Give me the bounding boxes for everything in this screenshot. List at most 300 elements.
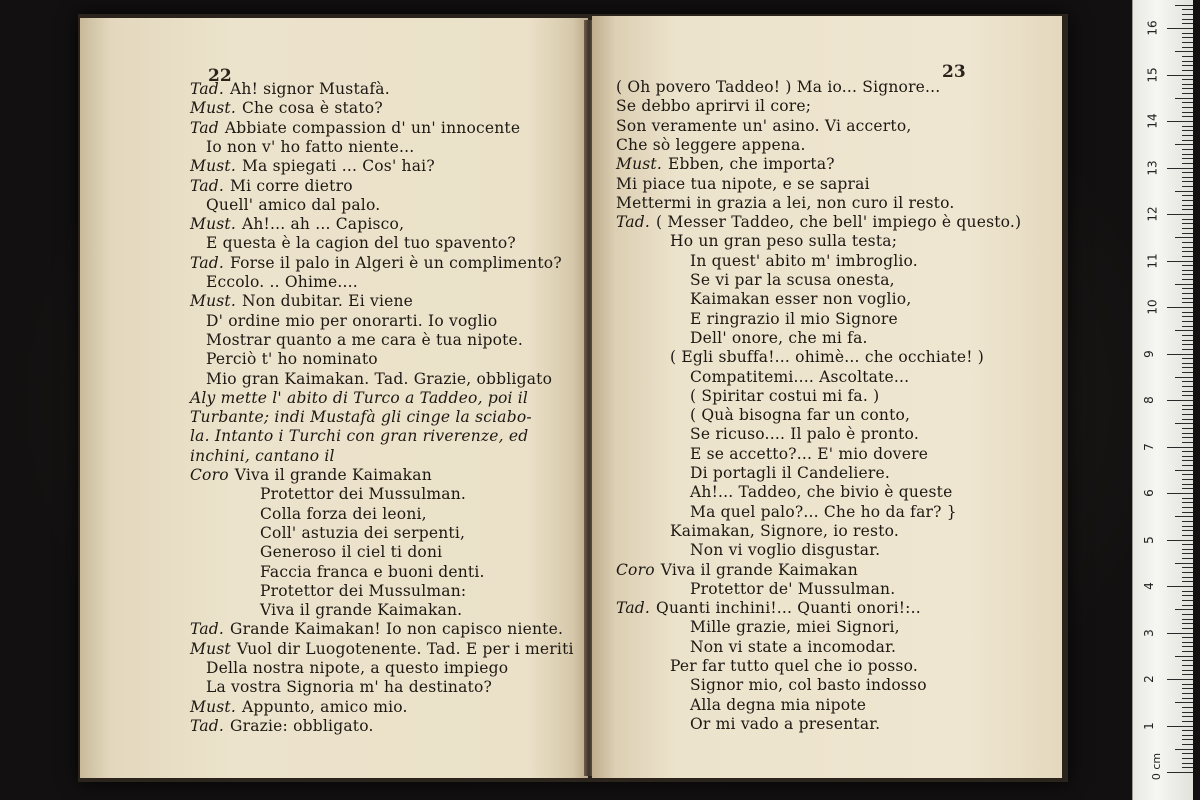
text-line xyxy=(260,582,466,600)
verse-text: Ho un gran peso sulla testa; xyxy=(670,232,898,251)
text-line xyxy=(690,580,895,598)
text-line xyxy=(616,194,954,212)
ruler-number: 5 xyxy=(1141,535,1156,544)
verse-text: Mille grazie, miei Signori, xyxy=(690,618,900,637)
verse-text: Ma quel palo?... Che ho da far? } xyxy=(690,502,957,521)
speaker-label: Must. xyxy=(190,157,236,176)
ruler-tick xyxy=(1182,140,1193,141)
ruler-tick xyxy=(1182,33,1193,34)
speaker-label: Must. xyxy=(190,215,236,234)
ruler-tick xyxy=(1182,409,1193,410)
ruler-tick xyxy=(1182,665,1193,666)
text-line xyxy=(206,370,552,388)
ruler-tick xyxy=(1175,51,1193,52)
ruler-tick xyxy=(1182,763,1193,764)
ruler-tick xyxy=(1182,247,1193,248)
ruler-tick xyxy=(1182,228,1193,229)
ruler-tick xyxy=(1175,284,1193,285)
ruler-number: 9 xyxy=(1141,349,1156,358)
speaker-label: Tad xyxy=(190,118,219,137)
ruler-tick xyxy=(1167,447,1193,448)
ruler-tick xyxy=(1182,302,1193,303)
ruler-tick xyxy=(1182,595,1193,596)
ruler-tick xyxy=(1182,316,1193,317)
ruler-unit-label: 0 cm xyxy=(1150,752,1164,781)
ruler-tick xyxy=(1182,223,1193,224)
stage-direction: la. Intanto i Turchi con gran riverenze, ed xyxy=(190,427,529,446)
ruler-tick xyxy=(1182,293,1193,294)
ruler-tick xyxy=(1182,154,1193,155)
verse-text: Viva il grande Kaimakan xyxy=(660,560,858,579)
ruler-tick xyxy=(1182,553,1193,554)
ruler-tick xyxy=(1182,344,1193,345)
right-page xyxy=(592,16,1062,778)
ruler-tick xyxy=(1182,642,1193,643)
verse-text: In quest' abito m' imbroglio. xyxy=(690,251,918,270)
text-line xyxy=(616,78,940,96)
verse-text: Mio gran Kaimakan. Tad. Grazie, obbligato xyxy=(206,369,553,388)
ruler-tick xyxy=(1182,507,1193,508)
verse-text: Appunto, amico mio. xyxy=(241,697,408,716)
verse-text: Ah! signor Mustafà. xyxy=(230,80,390,98)
ruler-tick xyxy=(1182,233,1193,234)
ruler-tick xyxy=(1182,19,1193,20)
verse-text: Io non v' ho fatto niente... xyxy=(206,137,415,156)
speaker-label: Must. xyxy=(190,292,236,311)
right-page-number: 23 xyxy=(942,62,966,82)
verse-text: ( Messer Taddeo, che bell' impiego è questo.) xyxy=(656,213,1022,232)
text-line xyxy=(260,563,485,581)
text-line xyxy=(190,177,353,195)
ruler-tick xyxy=(1182,130,1193,131)
text-line xyxy=(690,696,866,714)
text-line xyxy=(616,213,1021,231)
speaker-label: Tad. xyxy=(190,253,225,272)
ruler-tick xyxy=(1175,749,1193,750)
ruler-tick xyxy=(1182,419,1193,420)
verse-text: E questa è la cagion del tuo spavento? xyxy=(206,234,516,253)
text-line xyxy=(670,657,918,675)
ruler-tick xyxy=(1182,163,1193,164)
text-line xyxy=(670,522,899,540)
ruler-tick xyxy=(1182,479,1193,480)
ruler-tick xyxy=(1182,442,1193,443)
ruler-tick xyxy=(1182,465,1193,466)
text-line xyxy=(690,541,880,559)
stage-direction: Aly mette l' abito di Turco a Taddeo, poi il xyxy=(190,388,529,407)
ruler-tick xyxy=(1175,702,1193,703)
ruler-tick xyxy=(1182,61,1193,62)
ruler-tick xyxy=(1175,330,1193,331)
verse-text: Quell' amico dal palo. xyxy=(206,195,381,214)
verse-text: Kaimakan, Signore, io resto. xyxy=(670,521,900,540)
verse-text: Compatitemi.... Ascoltate... xyxy=(690,367,910,386)
ruler-tick xyxy=(1182,363,1193,364)
ruler-number: 13 xyxy=(1145,159,1160,176)
verse-text: Ebben, che importa? xyxy=(667,155,835,174)
ruler-tick xyxy=(1175,516,1193,517)
ruler-tick xyxy=(1182,451,1193,452)
text-line xyxy=(690,445,928,463)
ruler-tick xyxy=(1182,488,1193,489)
ruler-tick xyxy=(1182,744,1193,745)
text-line xyxy=(616,155,835,173)
ruler-tick xyxy=(1182,698,1193,699)
ruler-tick xyxy=(1182,730,1193,731)
text-line xyxy=(260,524,465,542)
text-line xyxy=(690,271,895,289)
ruler-tick xyxy=(1182,56,1193,57)
ruler-number: 16 xyxy=(1145,20,1160,36)
ruler-tick xyxy=(1182,405,1193,406)
verse-text: Generoso il ciel ti doni xyxy=(260,543,443,562)
ruler-tick xyxy=(1182,670,1193,671)
ruler-tick xyxy=(1182,219,1193,220)
text-line xyxy=(190,698,408,716)
ruler-tick xyxy=(1182,646,1193,647)
ruler-tick xyxy=(1182,321,1193,322)
ruler-number: 7 xyxy=(1141,442,1156,451)
ruler-tick xyxy=(1182,577,1193,578)
ruler-tick xyxy=(1182,200,1193,201)
ruler-tick xyxy=(1167,493,1193,494)
ruler-tick xyxy=(1182,758,1193,759)
speaker-label: Must. xyxy=(190,697,236,716)
ruler-tick xyxy=(1175,656,1193,657)
ruler-tick xyxy=(1182,265,1193,266)
ruler-tick xyxy=(1182,437,1193,438)
text-line xyxy=(190,640,574,658)
ruler-tick xyxy=(1182,651,1193,652)
ruler-tick xyxy=(1182,721,1193,722)
ruler-tick xyxy=(1182,386,1193,387)
verse-text: Ah!... Taddeo, che bivio è queste xyxy=(690,483,953,502)
ruler-tick xyxy=(1182,381,1193,382)
ruler-tick xyxy=(1167,214,1193,215)
speaker-label: Coro xyxy=(190,466,229,484)
ruler-tick xyxy=(1182,739,1193,740)
ruler-tick xyxy=(1175,191,1193,192)
ruler-tick xyxy=(1182,549,1193,550)
text-line xyxy=(616,175,870,193)
text-line xyxy=(690,290,911,308)
ruler-tick xyxy=(1182,614,1193,615)
ruler-tick xyxy=(1182,93,1193,94)
ruler-tick xyxy=(1175,470,1193,471)
ruler-tick xyxy=(1182,660,1193,661)
verse-text: ( Spiritar costui mi fa. ) xyxy=(690,386,880,405)
stage-direction: Turbante; indi Mustafà gli cinge la sciabo- xyxy=(190,408,532,427)
verse-text: Che sò leggere appena. xyxy=(616,135,806,154)
ruler-tick xyxy=(1182,135,1193,136)
ruler-tick xyxy=(1182,716,1193,717)
ruler-tick xyxy=(1167,679,1193,680)
speaker-label: Must. xyxy=(190,99,236,118)
ruler-tick xyxy=(1182,460,1193,461)
ruler-tick xyxy=(1167,28,1193,29)
ruler-tick xyxy=(1182,335,1193,336)
ruler-number: 1 xyxy=(1141,721,1156,730)
ruler-tick xyxy=(1182,116,1193,117)
ruler-tick xyxy=(1167,75,1193,76)
text-line xyxy=(206,138,414,156)
left-page-number: 22 xyxy=(208,66,232,86)
ruler-number: 4 xyxy=(1141,582,1156,590)
verse-text: ( Quà bisogna far un conto, xyxy=(690,406,911,425)
text-line xyxy=(260,543,442,561)
ruler-tick xyxy=(1182,474,1193,475)
verse-text: Dell' onore, che mi fa. xyxy=(690,328,868,347)
ruler-tick xyxy=(1182,298,1193,299)
verse-text: Mettermi in grazia a lei, non curo il resto. xyxy=(616,193,955,212)
text-line xyxy=(690,715,880,733)
verse-text: E ringrazio il mio Signore xyxy=(690,309,898,328)
verse-text: Protettor dei Mussulman. xyxy=(260,485,467,504)
ruler-tick xyxy=(1167,121,1193,122)
ruler-tick xyxy=(1182,288,1193,289)
verse-text: Mi piace tua nipote, e se saprai xyxy=(616,174,870,193)
ruler-number: 11 xyxy=(1145,252,1160,269)
ruler-tick xyxy=(1182,372,1193,373)
ruler-tick xyxy=(1182,70,1193,71)
text-line xyxy=(190,99,383,117)
verse-text: Kaimakan esser non voglio, xyxy=(690,290,912,309)
verse-text: Che cosa è stato? xyxy=(241,99,383,118)
ruler-tick xyxy=(1182,395,1193,396)
ruler-tick xyxy=(1182,158,1193,159)
text-line xyxy=(616,561,858,579)
ruler-tick xyxy=(1182,767,1193,768)
ruler-tick xyxy=(1182,181,1193,182)
verse-text: Grazie: obbligato. xyxy=(230,716,374,735)
text-line xyxy=(206,350,378,368)
verse-text: Per far tutto quel che io posso. xyxy=(670,657,918,675)
ruler-tick xyxy=(1182,693,1193,694)
ruler-tick xyxy=(1182,623,1193,624)
text-line xyxy=(690,387,879,405)
verse-text: Faccia franca e buoni denti. xyxy=(260,562,485,581)
ruler-tick xyxy=(1182,628,1193,629)
speaker-label: Tad. xyxy=(190,716,225,735)
ruler-tick xyxy=(1182,567,1193,568)
ruler-tick xyxy=(1175,563,1193,564)
ruler-tick xyxy=(1182,619,1193,620)
text-line xyxy=(206,331,523,349)
text-line xyxy=(190,717,374,735)
speaker-label: Tad. xyxy=(616,599,651,618)
verse-text: Ah!... ah ... Capisco, xyxy=(241,215,405,234)
text-line xyxy=(190,447,335,465)
ruler-tick xyxy=(1182,502,1193,503)
ruler-number: 12 xyxy=(1145,206,1160,222)
ruler-tick xyxy=(1182,484,1193,485)
text-line xyxy=(670,232,897,250)
text-line xyxy=(206,659,508,677)
text-line xyxy=(690,618,900,636)
ruler-number: 6 xyxy=(1141,489,1156,497)
ruler-tick xyxy=(1182,530,1193,531)
ruler-tick xyxy=(1182,195,1193,196)
text-line xyxy=(690,464,890,482)
ruler-tick xyxy=(1175,237,1193,238)
verse-text: Alla degna mia nipote xyxy=(690,695,867,714)
ruler-tick xyxy=(1182,684,1193,685)
ruler-tick xyxy=(1182,712,1193,713)
ruler-tick xyxy=(1182,9,1193,10)
text-line xyxy=(206,273,358,291)
text-line xyxy=(190,215,404,233)
ruler-tick xyxy=(1182,242,1193,243)
ruler-tick xyxy=(1167,633,1193,634)
speaker-label: Must. xyxy=(616,155,662,174)
ruler-tick xyxy=(1182,367,1193,368)
ruler-tick xyxy=(1167,726,1193,727)
ruler-tick xyxy=(1182,498,1193,499)
text-line xyxy=(190,389,528,407)
text-line xyxy=(206,678,492,696)
ruler-tick xyxy=(1182,340,1193,341)
verse-text: Non dubitar. Ei viene xyxy=(241,292,414,311)
ruler-number: 2 xyxy=(1141,675,1156,683)
verse-text: Coll' astuzia dei serpenti, xyxy=(260,523,466,542)
stage-direction: inchini, cantano il xyxy=(190,446,335,465)
ruler-number: 14 xyxy=(1145,113,1160,129)
text-line xyxy=(690,406,910,424)
verse-text: Son veramente un' asino. Vi accerto, xyxy=(616,116,912,135)
verse-text: E se accetto?... E' mio dovere xyxy=(690,444,929,463)
text-line xyxy=(190,620,563,638)
ruler-tick xyxy=(1182,84,1193,85)
text-line xyxy=(690,638,896,656)
verse-text: Protettor de' Mussulman. xyxy=(690,579,896,598)
ruler-tick xyxy=(1175,423,1193,424)
text-line xyxy=(690,483,952,501)
ruler-tick xyxy=(1167,168,1193,169)
ruler-number: 10 xyxy=(1145,299,1160,315)
ruler-tick xyxy=(1175,609,1193,610)
text-line xyxy=(190,157,435,175)
ruler-tick xyxy=(1175,98,1193,99)
ruler-tick xyxy=(1182,512,1193,513)
ruler-tick xyxy=(1175,5,1193,6)
ruler-tick xyxy=(1182,37,1193,38)
verse-text: D' ordine mio per onorarti. Io voglio xyxy=(206,311,498,330)
ruler-tick xyxy=(1167,540,1193,541)
text-line xyxy=(690,503,957,521)
ruler-tick xyxy=(1182,753,1193,754)
ruler-number: 15 xyxy=(1145,66,1160,83)
ruler-tick xyxy=(1182,572,1193,573)
text-line xyxy=(690,329,868,347)
verse-text: Mostrar quanto a me cara è tua nipote. xyxy=(206,330,524,349)
text-line xyxy=(690,310,898,328)
text-line xyxy=(206,234,516,252)
ruler-tick xyxy=(1182,177,1193,178)
text-line xyxy=(670,348,984,366)
verse-text: Perciò t' ho nominato xyxy=(206,350,378,369)
text-line xyxy=(260,485,466,503)
verse-text: Signor mio, col basto indosso xyxy=(690,676,927,695)
ruler-tick xyxy=(1182,107,1193,108)
verse-text: Colla forza dei leoni, xyxy=(260,504,427,523)
text-line xyxy=(260,505,427,523)
verse-text: Di portagli il Candeliere. xyxy=(690,464,891,482)
ruler-tick xyxy=(1182,326,1193,327)
ruler-tick xyxy=(1182,688,1193,689)
verse-text: Se vi par la scusa onesta, xyxy=(690,271,895,289)
ruler-tick xyxy=(1182,172,1193,173)
ruler-tick xyxy=(1182,112,1193,113)
text-line xyxy=(260,601,462,619)
ruler-tick xyxy=(1182,535,1193,536)
verse-text: Protettor dei Mussulman: xyxy=(260,581,467,600)
ruler-tick xyxy=(1182,433,1193,434)
verse-text: Mi corre dietro xyxy=(230,176,353,195)
ruler-number: 3 xyxy=(1141,628,1156,637)
text-line xyxy=(690,425,919,443)
ruler-tick xyxy=(1182,256,1193,257)
text-line xyxy=(616,97,811,115)
verse-text: ( Egli sbuffa!... ohimè... che occhiate! ) xyxy=(670,348,985,367)
ruler-tick xyxy=(1175,377,1193,378)
ruler-tick xyxy=(1182,47,1193,48)
ruler-tick xyxy=(1182,186,1193,187)
speaker-label: Tad. xyxy=(190,620,225,639)
speaker-label: Tad. xyxy=(616,213,651,232)
text-line xyxy=(616,599,921,617)
ruler-tick xyxy=(1182,544,1193,545)
ruler-tick xyxy=(1182,358,1193,359)
ruler-tick xyxy=(1182,251,1193,252)
text-line xyxy=(190,427,528,445)
text-line xyxy=(190,80,390,98)
verse-text: Vuol dir Luogotenente. Tad. E per i meriti xyxy=(236,639,574,658)
ruler-tick xyxy=(1182,274,1193,275)
ruler-tick xyxy=(1182,349,1193,350)
text-line xyxy=(206,312,497,330)
verse-text: Ma spiegati ... Cos' hai? xyxy=(241,157,435,176)
ruler-tick xyxy=(1167,400,1193,401)
ruler-tick xyxy=(1182,88,1193,89)
ruler-tick xyxy=(1182,279,1193,280)
verse-text: Or mi vado a presentar. xyxy=(690,714,881,733)
speaker-label: Tad. xyxy=(190,176,225,195)
verse-text: Non vi state a incomodar. xyxy=(690,637,897,656)
text-line xyxy=(616,117,912,135)
verse-text: Forse il palo in Algeri è un complimento? xyxy=(230,253,562,272)
ruler-tick xyxy=(1182,270,1193,271)
ruler-number: 8 xyxy=(1141,396,1156,404)
text-line xyxy=(190,292,413,310)
ruler-tick xyxy=(1182,14,1193,15)
ruler-tick xyxy=(1182,637,1193,638)
ruler-tick xyxy=(1182,209,1193,210)
ruler-tick xyxy=(1182,414,1193,415)
ruler-tick xyxy=(1182,581,1193,582)
verse-text: Eccolo. .. Ohime.... xyxy=(206,273,358,291)
ruler-tick xyxy=(1175,144,1193,145)
text-line xyxy=(190,119,520,137)
text-line xyxy=(616,136,806,154)
ruler-tick xyxy=(1182,205,1193,206)
ruler-tick xyxy=(1167,772,1193,773)
ruler-tick xyxy=(1182,591,1193,592)
ruler-tick xyxy=(1182,79,1193,80)
ruler-tick xyxy=(1182,23,1193,24)
ruler-tick xyxy=(1182,102,1193,103)
ruler-tick xyxy=(1182,65,1193,66)
ruler-tick xyxy=(1182,735,1193,736)
